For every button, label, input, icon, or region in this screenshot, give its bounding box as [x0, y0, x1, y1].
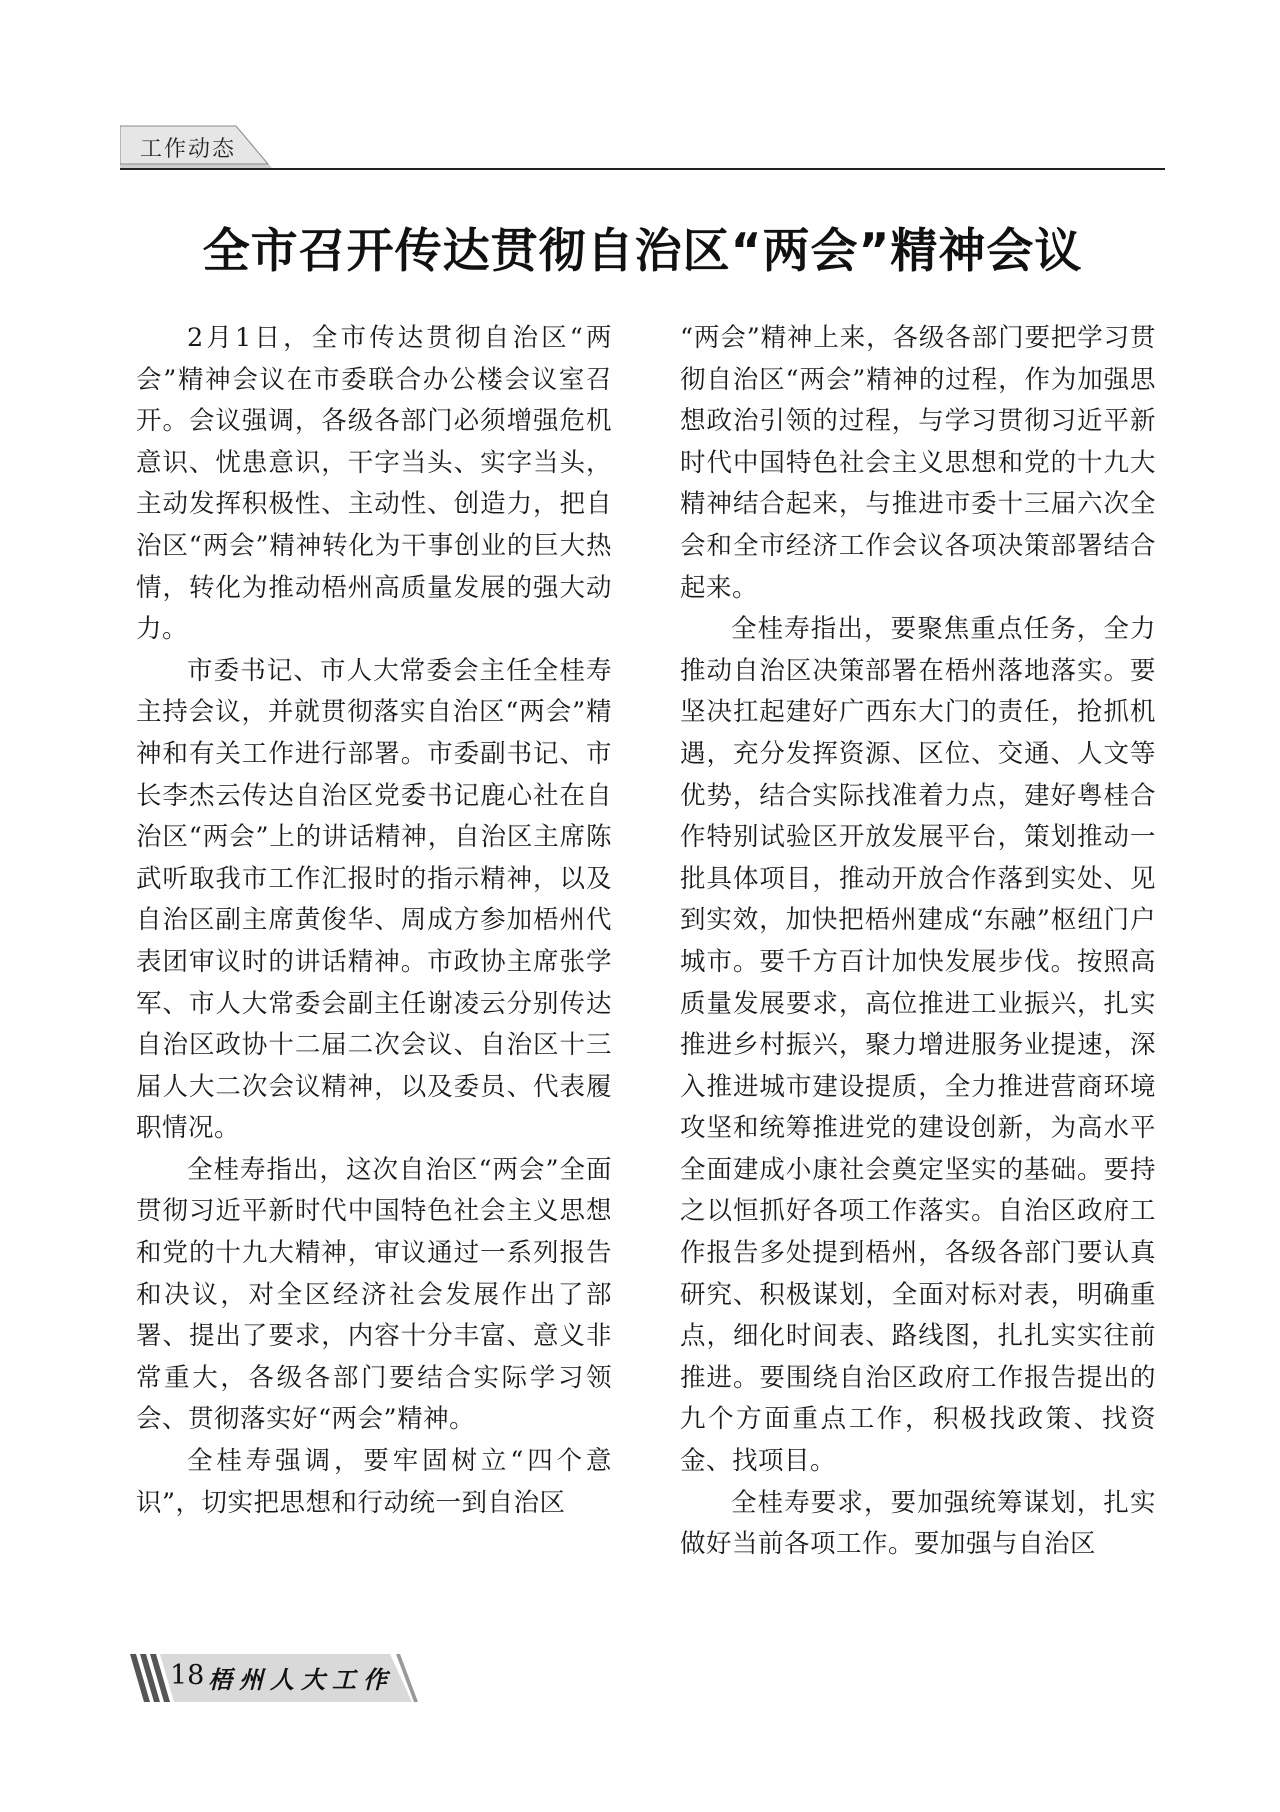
paragraph: 全桂寿要求，要加强统筹谋划，扎实做好当前各项工作。要加强与自治区 — [680, 1487, 1156, 1560]
page-footer — [130, 1648, 420, 1708]
paragraph: 全桂寿强调，要牢固树立“四个意识”，切实把思想和行动统一到自治区 — [136, 1446, 612, 1518]
paragraph: 2月1日，全市传达贯彻自治区“两会”精神会议在市委联合办公楼会议室召开。会议强调，各级各部门必须增强危机意识、忧患意识，干字当头、实字当头，主动发挥积极性、主动性、创造力，把自治区“两会”精神转化为干事创业的巨大热情，转化为推动梧州高质量发展的强大动力。 — [136, 323, 612, 645]
page-number: 18 — [170, 1660, 205, 1691]
paragraph: 市委书记、市人大常委会主任全桂寿主持会议，并就贯彻落实自治区“两会”精神和有关工作进行部署。市委副书记、市长李杰云传达自治区党委书记鹿心社在自治区“两会”上的讲话精神，自治区主席陈武听取我市工作汇报时的指示精神，以及自治区副主席黄俊华、周成方参加梧州代表团审议时的讲话精神。市政协主席张学军、市人大常委会副主任谢凌云分别传达自治区政协十二届二次会议、自治区十三届人大二次会议精神，以及委员、代表履职情况。 — [136, 655, 612, 1144]
article-title: 全市召开传达贯彻自治区“两会”精神会议 — [202, 224, 1083, 279]
section-tab — [120, 122, 278, 172]
paragraph: “两会”精神上来，各级各部门要把学习贯彻自治区“两会”精神的过程，作为加强思想政治引领的过程，与学习贯彻习近平新时代中国特色社会主义思想和党的十九大精神结合起来，与推进市委十三届六次全会和全市经济工作会议各项决策部署结合起来。 — [680, 323, 1156, 603]
left-column — [136, 318, 612, 1524]
paragraph: 全桂寿指出，这次自治区“两会”全面贯彻习近平新时代中国特色社会主义思想和党的十九大精神，审议通过一系列报告和决议，对全区经济社会发展作出了部署、提出了要求，内容十分丰富、意义非常重大，各级各部门要结合实际学习领会、贯彻落实好“两会”精神。 — [136, 1154, 612, 1435]
right-column — [680, 318, 1156, 1566]
paragraph: 全桂寿指出，要聚焦重点任务，全力推动自治区决策部署在梧州落地落实。要坚决扛起建好广西东大门的责任，抢抓机遇，充分发挥资源、区位、交通、人文等优势，结合实际找准着力点，建好粤桂合作特别试验区开放发展平台，策划推动一批具体项目，推动开放合作落到实处、见到实效，加快把梧州建成“东融”枢纽门户城市。要千方百计加快发展步伐。按照高质量发展要求，高位推进工业振兴，扎实推进乡村振兴，聚力增进服务业提速，深入推进城市建设提质，全力推进营商环境攻坚和统筹推进党的建设创新，为高水平全面建成小康社会奠定坚实的基础。要持之以恒抓好各项工作落实。自治区政府工作报告多处提到梧州，各级各部门要认真研究、积极谋划，全面对标对表，明确重点，细化时间表、路线图，扎扎实实往前推进。要围绕自治区政府工作报告提出的九个方面重点工作，积极找政策、找资金、找项目。 — [680, 614, 1156, 1477]
section-label: 工作动态 — [140, 137, 237, 162]
publication-name: 梧州人大工作 — [208, 1666, 394, 1694]
header-rule — [120, 168, 1165, 170]
